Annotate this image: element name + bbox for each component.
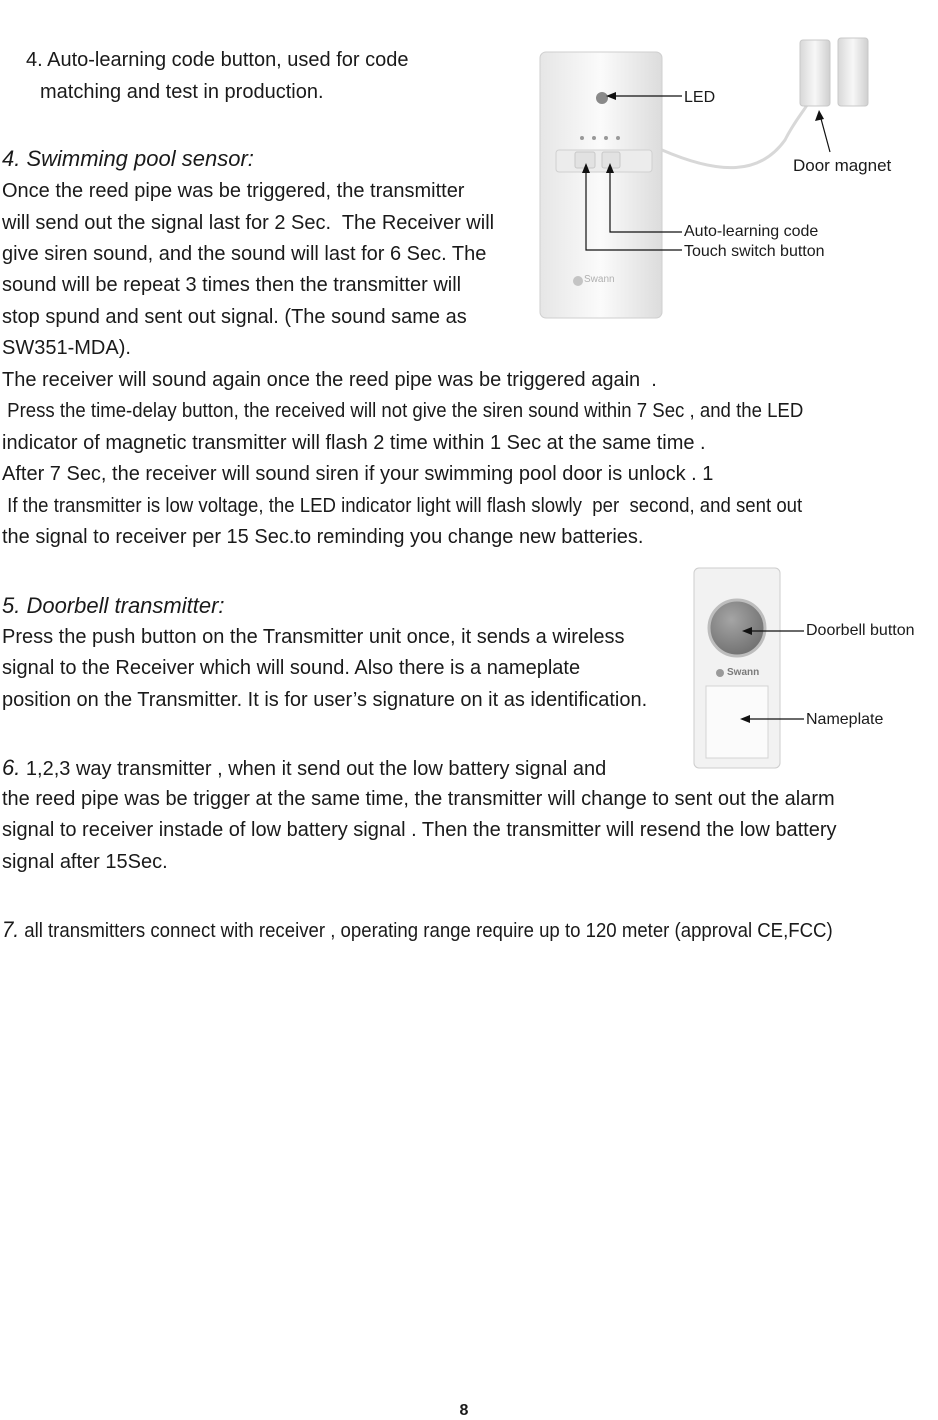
section6-first-line [2,752,606,785]
auto-learning-label: Auto-learning code [684,223,819,240]
page-number: 8 [459,1402,469,1419]
section6-first-text: 1,2,3 way transmitter , when it send out the low battery signal and [20,758,607,780]
section6-line: the reed pipe was be trigger at the same time, the transmitter will change to sent out the alarm [2,788,835,810]
section7-text: all transmitters connect with receiver , operating range require up to 120 meter (approval CE,FCC) [19,920,833,942]
swann-logo-icon [716,669,724,677]
section4-line: Once the reed pipe was be triggered, the transmitter [2,180,465,202]
doorbell-button-label: Doorbell button [806,622,915,639]
section7-number: 7. [2,917,20,942]
section4-line: SW351-MDA). [2,337,131,359]
touch-switch-label: Touch switch button [684,243,825,260]
door-magnet-label: Door magnet [793,156,892,175]
section4-line: will send out the signal last for 2 Sec. The Receiver will [2,212,495,234]
nameplate-label: Nameplate [806,711,884,728]
section5-line: position on the Transmitter. It is for user’s signature on it as identification. [2,689,648,711]
led-label: LED [684,89,716,106]
section4-line: indicator of magnetic transmitter will flash 2 time within 1 Sec at the same time . [2,432,706,454]
item4-line1: 4. Auto-learning code button, used for code [26,49,409,71]
section5-line: signal to the Receiver which will sound. Also there is a nameplate [2,657,581,679]
section4-line: stop spund and sent out signal. (The sound same as [2,306,467,328]
item4-line2: matching and test in production. [40,81,324,103]
nameplate-icon [706,686,768,758]
section4-line: The receiver will sound again once the reed pipe was be triggered again . [2,369,657,391]
section4-line: the signal to receiver per 15 Sec.to reminding you change new batteries. [2,526,644,548]
section6-line: signal to receiver instade of low battery signal . Then the transmitter will resend the low battery [2,819,837,841]
section4-line: After 7 Sec, the receiver will sound siren if your swimming pool door is unlock . 1 [2,463,714,485]
section4-line: give siren sound, and the sound will last for 6 Sec. The [2,243,487,265]
section4-line: sound will be repeat 3 times then the transmitter will [2,274,462,296]
swann-logo-text: Swann [727,667,760,678]
section4-line: Press the time-delay button, the received will not give the siren sound within 7 Sec , and the LED [2,400,804,422]
swann-logo-text: Swann [584,274,615,285]
section4-heading: 4. Swimming pool sensor: [2,146,254,171]
section5-line: Press the push button on the Transmitter unit once, it sends a wireless [2,626,625,648]
doorbell-button-icon [709,600,765,656]
section4-line: If the transmitter is low voltage, the LED indicator light will flash slowly per second, and sent out [2,495,803,517]
section5-heading: 5. Doorbell transmitter: [2,593,225,618]
section6-line: signal after 15Sec. [2,851,168,873]
section6-number: 6. [2,755,21,780]
section7-line [2,914,833,947]
